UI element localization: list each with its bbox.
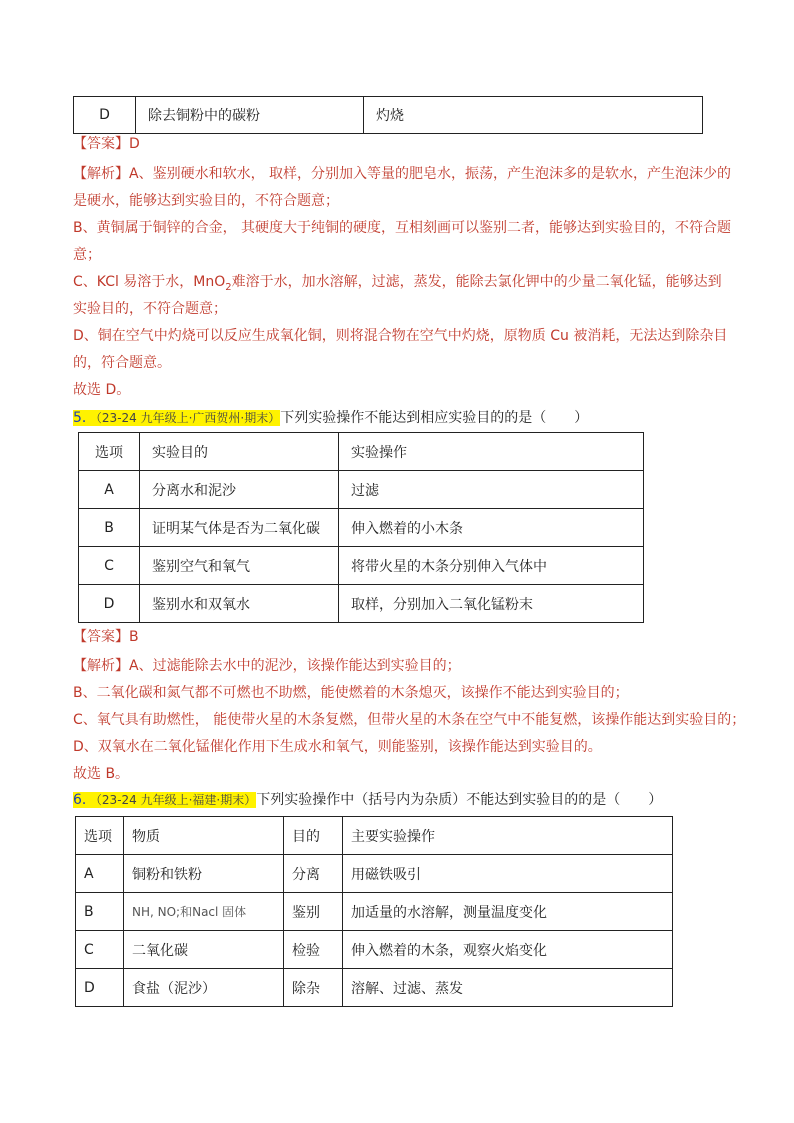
table-cell: 除杂 (284, 969, 343, 1007)
table-header-row (79, 433, 644, 471)
table-cell: B (76, 893, 124, 931)
table-row (76, 969, 673, 1007)
table-row (79, 547, 644, 585)
table-header-cell: 选项 (79, 433, 140, 471)
analysis-text: C、KCl 易溶于水，MnO (73, 274, 226, 290)
table-cell: C (79, 547, 140, 585)
table-cell: 鉴别水和双氧水 (140, 585, 339, 623)
table-cell: 分离 (284, 855, 343, 893)
table-cell: D (79, 585, 140, 623)
answer-label: 【答案】 (73, 136, 129, 152)
answer-value: B (129, 629, 139, 645)
analysis-label: 【解析】 (73, 658, 129, 674)
table-cell: 灼烧 (364, 97, 703, 134)
subscript: 2 (225, 281, 232, 293)
q4-analysis-line (73, 272, 722, 298)
question-source: （23-24 九年级上·广西贺州·期末） (95, 411, 281, 425)
table-cell: A (76, 855, 124, 893)
table-cell: 分离水和泥沙 (140, 471, 339, 509)
table-cell: 加适量的水溶解，测量温度变化 (343, 893, 673, 931)
q4-analysis-line: 实验目的，不符合题意； (73, 301, 227, 317)
question-text: 下列实验操作中（括号内为杂质）不能达到实验目的的是（ ） (256, 792, 663, 808)
table-cell: A (79, 471, 140, 509)
table-row (76, 931, 673, 969)
table-header-row (76, 817, 673, 855)
table-cell: 铜粉和铁粉 (124, 855, 284, 893)
table-header-cell: 目的 (284, 817, 343, 855)
q4-analysis-line: B、黄铜属于铜锌的合金， 其硬度大于纯铜的硬度，互相刻画可以鉴别二者，能够达到实验目的，不符合题 (73, 220, 732, 236)
q4-analysis-line: 意； (73, 247, 101, 263)
table-cell: 将带火星的木条分别伸入气体中 (339, 547, 644, 585)
table-header-cell: 实验操作 (339, 433, 644, 471)
table-row (76, 893, 673, 931)
q4-analysis-line (73, 164, 731, 184)
analysis-text: A、鉴别硬水和软水， 取样，分别加入等量的肥皂水，振荡，产生泡沫多的是软水，产生泡沫少的 (129, 166, 732, 182)
table-cell: 证明某气体是否为二氧化碳 (140, 509, 339, 547)
table-cell: NH, NO;和Nacl 固体 (124, 893, 284, 931)
table-cell: 检验 (284, 931, 343, 969)
table-cell: B (79, 509, 140, 547)
table-cell: 鉴别空气和氧气 (140, 547, 339, 585)
q5-analysis-line (73, 656, 461, 676)
table-cell: 用磁铁吸引 (343, 855, 673, 893)
table-cell: 取样，分别加入二氧化锰粉末 (339, 585, 644, 623)
q4-answer (73, 134, 140, 154)
table-header-cell: 实验目的 (140, 433, 339, 471)
q5-conclusion: 故选 B。 (73, 766, 130, 782)
table-cell: 二氧化碳 (124, 931, 284, 969)
question-number (73, 792, 256, 808)
q-num: 6． (73, 792, 96, 808)
table-header-cell: 选项 (76, 817, 124, 855)
q-num: 5． (73, 410, 96, 426)
top-table (73, 96, 703, 134)
answer-label: 【答案】 (73, 629, 129, 645)
q5-stem (73, 408, 588, 428)
table-cell: 过滤 (339, 471, 644, 509)
table-row (74, 97, 703, 134)
q6-stem (73, 790, 662, 810)
table-cell: 伸入燃着的小木条 (339, 509, 644, 547)
table-cell: 鉴别 (284, 893, 343, 931)
table-cell: D (76, 969, 124, 1007)
q5-table (78, 432, 644, 623)
table-cell: 食盐（泥沙） (124, 969, 284, 1007)
q6-table (75, 816, 673, 1007)
table-row (79, 509, 644, 547)
analysis-text: 难溶于水，加水溶解，过滤，蒸发，能除去氯化钾中的少量二氧化锰，能够达到 (231, 274, 722, 290)
table-cell: D (74, 97, 136, 134)
table-cell: 溶解、过滤、蒸发 (343, 969, 673, 1007)
table-cell: 除去铜粉中的碳粉 (136, 97, 364, 134)
q4-analysis-line: 的，符合题意。 (73, 355, 171, 371)
question-source: （23-24 九年级上·福建·期末） (95, 793, 257, 807)
table-row (79, 471, 644, 509)
q5-answer (73, 627, 139, 647)
table-header-cell: 物质 (124, 817, 284, 855)
table-header-cell: 主要实验操作 (343, 817, 673, 855)
q4-conclusion: 故选 D。 (73, 382, 131, 398)
q4-analysis-line: 是硬水，能够达到实验目的，不符合题意； (73, 193, 339, 209)
answer-value: D (129, 136, 140, 152)
analysis-label: 【解析】 (73, 166, 129, 182)
table-cell: 伸入燃着的木条，观察火焰变化 (343, 931, 673, 969)
table-row (79, 585, 644, 623)
q5-analysis-line: B、二氧化碳和氮气都不可燃也不助燃，能使燃着的木条熄灭，该操作不能达到实验目的； (73, 685, 629, 701)
analysis-text: A、过滤能除去水中的泥沙，该操作能达到实验目的； (129, 658, 461, 674)
q5-analysis-line: D、双氧水在二氧化锰催化作用下生成水和氧气，则能鉴别，该操作能达到实验目的。 (73, 739, 602, 755)
table-cell: C (76, 931, 124, 969)
question-text: 下列实验操作不能达到相应实验目的的是（ ） (280, 410, 589, 426)
table-row (76, 855, 673, 893)
q4-analysis-line: D、铜在空气中灼烧可以反应生成氧化铜，则将混合物在空气中灼烧，原物质 Cu 被消耗，无法达到除杂目 (73, 328, 728, 344)
question-number (73, 410, 280, 426)
q5-analysis-line: C、氧气具有助燃性， 能使带火星的木条复燃，但带火星的木条在空气中不能复燃，该操作能达到实验目的； (73, 712, 746, 728)
